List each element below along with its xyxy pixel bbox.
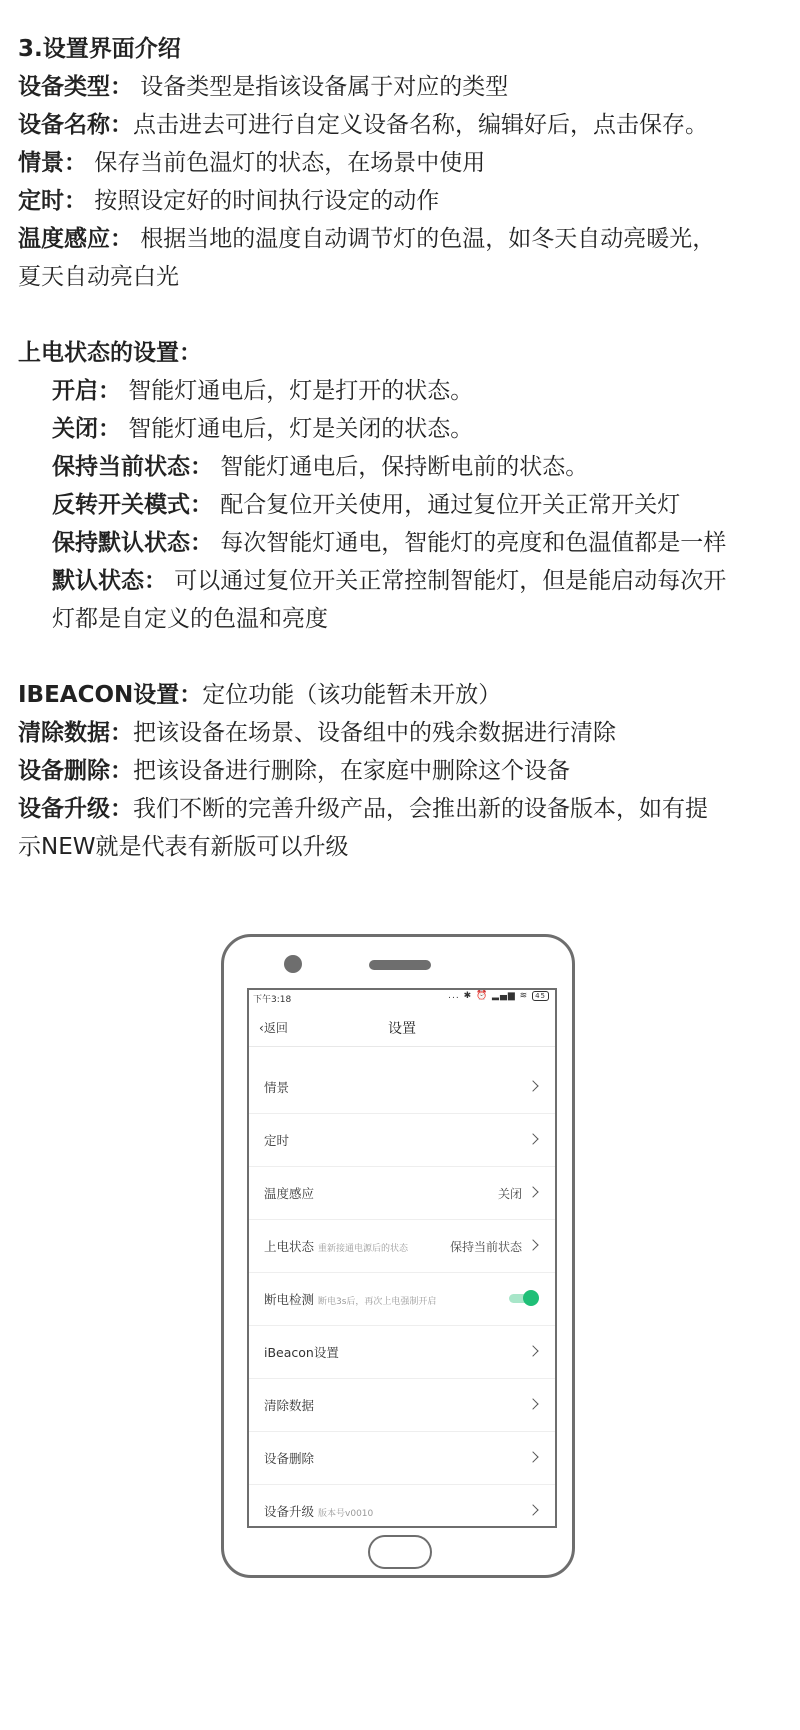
chevron-right-icon xyxy=(527,1398,538,1409)
item-label: 情景： xyxy=(18,150,87,176)
item-text: 每次智能灯通电，智能灯的亮度和色温值都是一样 xyxy=(213,530,727,556)
page-title: 设置 xyxy=(388,1021,416,1037)
chevron-right-icon xyxy=(527,1186,538,1197)
item-text: 保存当前色温灯的状态，在场景中使用 xyxy=(87,150,486,176)
chevron-right-icon xyxy=(527,1345,538,1356)
item-label: IBEACON设置： xyxy=(18,682,203,708)
item-text: 点击进去可进行自定义设备名称，编辑好后，点击保存。 xyxy=(133,112,708,138)
row-label: 情景 xyxy=(264,1080,290,1095)
settings-row-delete-device[interactable] xyxy=(249,1432,555,1485)
row-label: 设备删除 xyxy=(264,1451,315,1466)
item-timer xyxy=(18,182,788,220)
item-label: 保持默认状态： xyxy=(52,530,213,556)
item-text: 我们不断的完善升级产品，会推出新的设备版本，如有提 xyxy=(133,796,708,822)
item-device-name xyxy=(18,106,788,144)
item-text: 设备类型是指该设备属于对应的类型 xyxy=(133,74,509,100)
row-label: 清除数据 xyxy=(264,1398,315,1413)
speaker-grille xyxy=(369,960,431,970)
section-title: 3.设置界面介绍 xyxy=(18,36,181,62)
phone-screen xyxy=(247,988,557,1528)
settings-row-ibeacon[interactable] xyxy=(249,1326,555,1379)
item-text: 智能灯通电后，保持断电前的状态。 xyxy=(213,454,589,480)
settings-row-upgrade[interactable] xyxy=(249,1485,555,1528)
item-ibeacon xyxy=(18,676,788,714)
item-label: 设备删除： xyxy=(18,758,133,784)
item-temperature xyxy=(18,220,788,258)
item-label: 温度感应： xyxy=(18,226,133,252)
power-item-keep xyxy=(18,448,788,486)
power-item-off xyxy=(18,410,788,448)
nav-bar xyxy=(249,1006,555,1047)
row-sublabel: 版本号v0010 xyxy=(318,1509,374,1519)
item-label: 关闭： xyxy=(52,416,121,442)
item-upgrade-cont: 示NEW就是代表有新版可以升级 xyxy=(18,834,349,860)
row-value: 保持当前状态 xyxy=(449,1240,522,1254)
row-label xyxy=(264,1237,408,1255)
item-device-type xyxy=(18,68,788,106)
item-label: 设备升级： xyxy=(18,796,133,822)
row-label-text: 断电检测 xyxy=(264,1292,315,1307)
row-value: 关闭 xyxy=(497,1187,522,1201)
toggle-knob xyxy=(523,1290,539,1306)
status-icons xyxy=(448,991,549,1001)
power-item-keep-default xyxy=(18,524,788,562)
item-label: 清除数据： xyxy=(18,720,133,746)
power-item-on xyxy=(18,372,788,410)
item-text: 按照设定好的时间执行设定的动作 xyxy=(87,188,440,214)
row-label xyxy=(264,1290,436,1308)
item-text: 可以通过复位开关正常控制智能灯，但是能启动每次开 xyxy=(167,568,727,594)
item-label: 设备类型： xyxy=(18,74,133,100)
chevron-left-icon: ‹ xyxy=(259,1021,264,1035)
settings-row-temperature[interactable] xyxy=(249,1167,555,1220)
document-body xyxy=(18,30,788,866)
item-clear-data xyxy=(18,714,788,752)
power-item-default xyxy=(18,562,788,600)
item-text: 配合复位开关使用，通过复位开关正常开关灯 xyxy=(213,492,681,518)
signal-icon: ... ✱ ⏰ ▂▄▆ ≋ xyxy=(448,991,529,1001)
settings-row-power-state[interactable] xyxy=(249,1220,555,1273)
row-label: iBeacon设置 xyxy=(264,1345,339,1360)
item-text: 定位功能（该功能暂未开放） xyxy=(202,682,502,708)
item-temperature-cont: 夏天自动亮白光 xyxy=(18,264,179,290)
chevron-right-icon xyxy=(527,1451,538,1462)
power-item-default-cont: 灯都是自定义的色温和亮度 xyxy=(52,606,328,632)
settings-row-scene[interactable] xyxy=(249,1061,555,1114)
item-text: 把该设备进行删除，在家庭中删除这个设备 xyxy=(133,758,570,784)
item-text: 根据当地的温度自动调节灯的色温，如冬天自动亮暖光， xyxy=(133,226,716,252)
item-label: 开启： xyxy=(52,378,121,404)
chevron-right-icon xyxy=(527,1133,538,1144)
row-label: 温度感应 xyxy=(264,1186,315,1201)
item-label: 默认状态： xyxy=(52,568,167,594)
item-upgrade xyxy=(18,790,788,828)
settings-row-power-detect xyxy=(249,1273,555,1326)
chevron-right-icon xyxy=(527,1239,538,1250)
status-time: 下午3:18 xyxy=(253,995,292,1005)
item-label: 定时： xyxy=(18,188,87,214)
row-label-text: 设备升级 xyxy=(264,1504,315,1519)
item-text: 智能灯通电后，灯是打开的状态。 xyxy=(121,378,474,404)
phone-mockup xyxy=(221,934,575,1578)
item-label: 设备名称： xyxy=(18,112,133,138)
camera-icon xyxy=(284,955,302,973)
row-sublabel: 断电3s后，再次上电强制开启 xyxy=(318,1297,437,1307)
row-sublabel: 重新接通电源后的状态 xyxy=(318,1244,409,1254)
item-delete-device xyxy=(18,752,788,790)
settings-row-timer[interactable] xyxy=(249,1114,555,1167)
row-label-text: 上电状态 xyxy=(264,1239,315,1254)
chevron-right-icon xyxy=(527,1504,538,1515)
home-button[interactable] xyxy=(368,1535,432,1569)
power-title: 上电状态的设置： xyxy=(18,340,202,366)
chevron-right-icon xyxy=(527,1080,538,1091)
power-item-invert xyxy=(18,486,788,524)
item-text: 智能灯通电后，灯是关闭的状态。 xyxy=(121,416,474,442)
item-label: 反转开关模式： xyxy=(52,492,213,518)
power-detect-toggle[interactable] xyxy=(509,1291,537,1305)
row-label xyxy=(264,1502,373,1520)
settings-row-clear-data[interactable] xyxy=(249,1379,555,1432)
item-label: 保持当前状态： xyxy=(52,454,213,480)
status-bar xyxy=(249,990,555,1006)
row-label: 定时 xyxy=(264,1133,290,1148)
item-text: 把该设备在场景、设备组中的残余数据进行清除 xyxy=(133,720,616,746)
item-scene xyxy=(18,144,788,182)
battery-icon: 45 xyxy=(532,991,549,1001)
back-label: 返回 xyxy=(263,1021,288,1035)
